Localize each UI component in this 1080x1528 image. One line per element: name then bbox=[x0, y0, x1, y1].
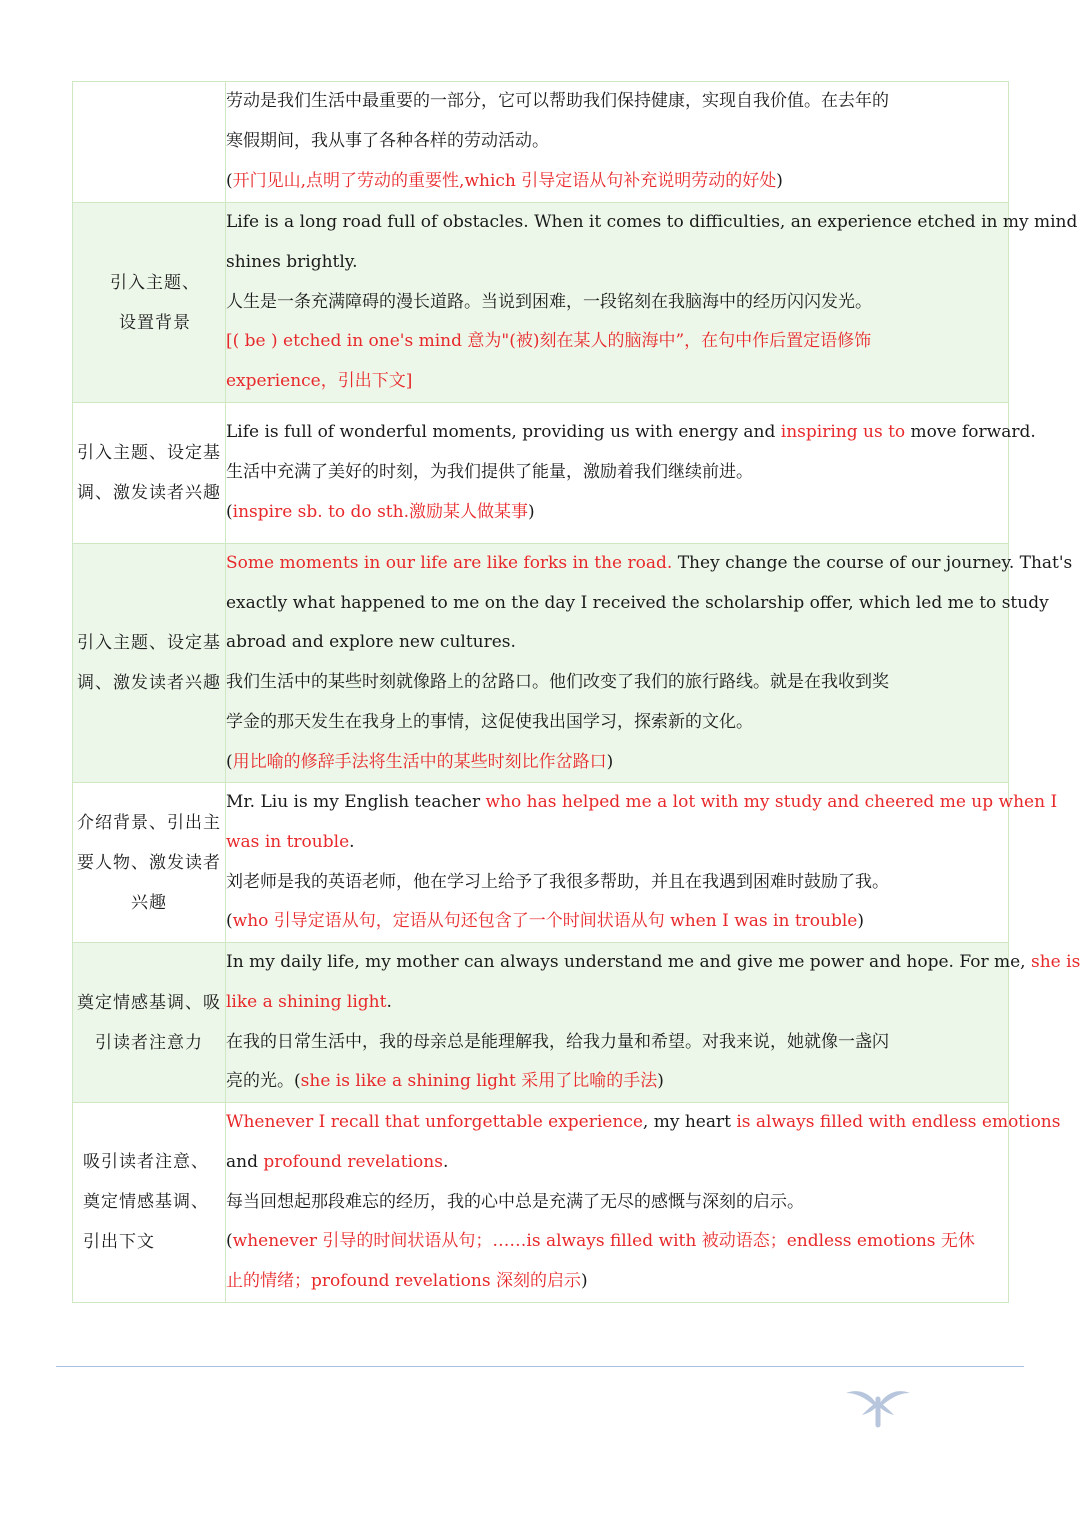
content-line bbox=[226, 863, 1008, 903]
row-label: 奠定情感基调、吸引读者注意力 bbox=[73, 943, 226, 1103]
content-line bbox=[226, 1143, 1008, 1183]
body-text: ) bbox=[657, 1071, 664, 1092]
body-text: . bbox=[442, 1151, 449, 1172]
content-line bbox=[226, 783, 1058, 823]
body-text: 劳动是我们生活中最重要的一部分，它可以帮助我们保持健康，实现自我价值。在去年的 bbox=[226, 91, 889, 112]
annotation-text: 止的情绪；profound revelations 深刻的启示 bbox=[226, 1271, 581, 1292]
row-content bbox=[226, 783, 1058, 943]
annotation-text: she is like a shining light 采用了比喻的手法 bbox=[300, 1071, 658, 1092]
content-line bbox=[226, 1183, 1008, 1223]
table-row bbox=[73, 82, 1009, 203]
content-line bbox=[226, 743, 1008, 783]
body-text: ) bbox=[776, 170, 783, 191]
body-text: They change the course of our journey. That's bbox=[672, 553, 1073, 573]
annotation-text: who 引导定语从句，定语从句还包含了一个时间状语从句 when I was in trouble bbox=[232, 911, 858, 932]
body-text: ( bbox=[226, 501, 233, 522]
content-line bbox=[226, 983, 1008, 1023]
row-label: 吸引读者注意、奠定情感基调、引出下文 bbox=[73, 1103, 226, 1303]
content-line bbox=[226, 283, 1008, 323]
body-text: move forward. bbox=[905, 422, 1036, 443]
body-text: 刘老师是我的英语老师，他在学习上给予了我很多帮助，并且在我遇到困难时鼓励了我。 bbox=[226, 871, 889, 892]
body-text: ( bbox=[226, 911, 233, 932]
table-row bbox=[73, 943, 1009, 1103]
body-text: 在我的日常生活中，我的母亲总是能理解我，给我力量和希望。对我来说，她就像一盏闪 bbox=[226, 1031, 889, 1052]
body-text: , my heart bbox=[642, 1112, 737, 1133]
body-text: 每当回想起那段难忘的经历，我的心中总是充满了无尽的感慨与深刻的启示。 bbox=[226, 1191, 804, 1212]
row-content bbox=[226, 403, 1036, 544]
table-row bbox=[73, 544, 1009, 783]
body-text: . bbox=[349, 832, 355, 853]
annotation-text: she is bbox=[1031, 952, 1080, 973]
body-text: and bbox=[226, 1151, 264, 1172]
content-line bbox=[226, 413, 1036, 453]
body-text: ( bbox=[226, 1231, 233, 1252]
body-text: In my daily life, my mother can always understand me and give me power and hope. For me, bbox=[226, 952, 1031, 973]
row-content bbox=[226, 544, 1073, 783]
annotation-text: Whenever I recall that unforgettable experience bbox=[226, 1112, 643, 1133]
row-content bbox=[226, 203, 1078, 403]
table-row bbox=[73, 783, 1009, 943]
body-text: shines brightly. bbox=[226, 251, 358, 272]
row-label: 引入主题、设定基调、激发读者兴趣 bbox=[73, 544, 226, 783]
table-row bbox=[73, 1103, 1009, 1303]
body-text: 我们生活中的某些时刻就像路上的岔路口。他们改变了我们的旅行路线。就是在我收到奖 bbox=[226, 672, 889, 693]
content-line bbox=[226, 82, 1008, 122]
row-label bbox=[73, 82, 226, 203]
row-label: 引入主题、设置背景 bbox=[73, 203, 226, 403]
body-text: ( bbox=[226, 170, 233, 191]
body-text: Mr. Liu is my English teacher bbox=[226, 792, 486, 813]
content-line bbox=[226, 1222, 1008, 1262]
body-text: ) bbox=[580, 1271, 588, 1292]
annotation-text: 开门见山,点明了劳动的重要性,which 引导定语从句补充说明劳动的好处 bbox=[232, 170, 777, 191]
content-line bbox=[226, 122, 1008, 162]
table-row bbox=[73, 203, 1009, 403]
annotation-text: inspiring us to bbox=[780, 422, 906, 443]
body-text: 生活中充满了美好的时刻，为我们提供了能量，激励着我们继续前进。 bbox=[226, 462, 753, 483]
body-text: 寒假期间，我从事了各种各样的劳动活动。 bbox=[226, 131, 549, 152]
annotation-text: 用比喻的修辞手法将生活中的某些时刻比作岔路口 bbox=[232, 751, 607, 772]
row-content bbox=[226, 943, 1080, 1103]
annotation-text: like a shining light bbox=[226, 992, 387, 1013]
body-text: 人生是一条充满障碍的漫长道路。当说到困难，一段铭刻在我脑海中的经历闪闪发光。 bbox=[226, 291, 872, 312]
content-line bbox=[226, 584, 1049, 624]
body-text: ( bbox=[226, 751, 233, 772]
content-line bbox=[226, 162, 1008, 202]
content-line bbox=[226, 453, 1008, 493]
footer-divider bbox=[56, 1366, 1024, 1367]
body-text: Life is full of wonderful moments, providing us with energy and bbox=[226, 422, 781, 443]
annotation-text: [( be ) etched in one's mind 意为"(被)刻在某人的脑海中”，在句中作后置定语修饰 bbox=[226, 331, 872, 352]
body-text: 学金的那天发生在我身上的事情，这促使我出国学习，探索新的文化。 bbox=[226, 711, 753, 732]
content-line bbox=[226, 203, 1078, 243]
body-text: ) bbox=[857, 911, 864, 932]
content-line bbox=[226, 703, 1008, 743]
annotation-text: profound revelations bbox=[263, 1151, 443, 1172]
content-line bbox=[226, 544, 1073, 584]
content-line bbox=[226, 1262, 1008, 1302]
annotation-text: whenever 引导的时间状语从句；……is always filled with 被动语态；endless emotions 无休 bbox=[232, 1231, 975, 1252]
content-line bbox=[226, 623, 1008, 663]
content-line bbox=[226, 493, 1008, 533]
table-row bbox=[73, 403, 1009, 544]
annotation-text: was in trouble bbox=[226, 832, 350, 853]
body-text: 亮的光。( bbox=[226, 1071, 301, 1092]
content-line bbox=[226, 1062, 1008, 1102]
body-text: abroad and explore new cultures. bbox=[226, 632, 516, 653]
content-line bbox=[226, 823, 1008, 863]
body-text: . bbox=[386, 992, 392, 1013]
annotation-text: Some moments in our life are like forks in the road. bbox=[226, 553, 673, 573]
content-line bbox=[226, 1103, 1061, 1143]
body-text: ) bbox=[527, 501, 535, 522]
content-line bbox=[226, 1023, 1008, 1063]
content-line bbox=[226, 902, 1008, 942]
content-line bbox=[226, 243, 1008, 283]
row-label: 引入主题、设定基调、激发读者兴趣 bbox=[73, 403, 226, 544]
annotation-text: is always filled with endless emotions bbox=[736, 1112, 1061, 1133]
body-text: exactly what happened to me on the day I received the scholarship offer, which led me to study bbox=[226, 592, 1049, 613]
content-line bbox=[226, 663, 1008, 703]
body-text: Life is a long road full of obstacles. When it comes to difficulties, an experience etched in my mind bbox=[226, 212, 1078, 233]
content-line bbox=[226, 943, 1080, 983]
annotation-text: experience，引出下文] bbox=[226, 371, 413, 392]
content-line bbox=[226, 322, 1008, 362]
content-line bbox=[226, 362, 1008, 402]
row-content bbox=[226, 82, 1009, 203]
annotation-text: inspire sb. to do sth.激励某人做某事 bbox=[232, 501, 528, 522]
row-label: 介绍背景、引出主要人物、激发读者兴趣 bbox=[73, 783, 226, 943]
leaf-logo-icon bbox=[842, 1381, 914, 1429]
content-table bbox=[72, 81, 1080, 1303]
body-text: ) bbox=[606, 751, 614, 772]
annotation-text: who has helped me a lot with my study and cheered me up when I bbox=[485, 792, 1058, 813]
row-content bbox=[226, 1103, 1061, 1303]
